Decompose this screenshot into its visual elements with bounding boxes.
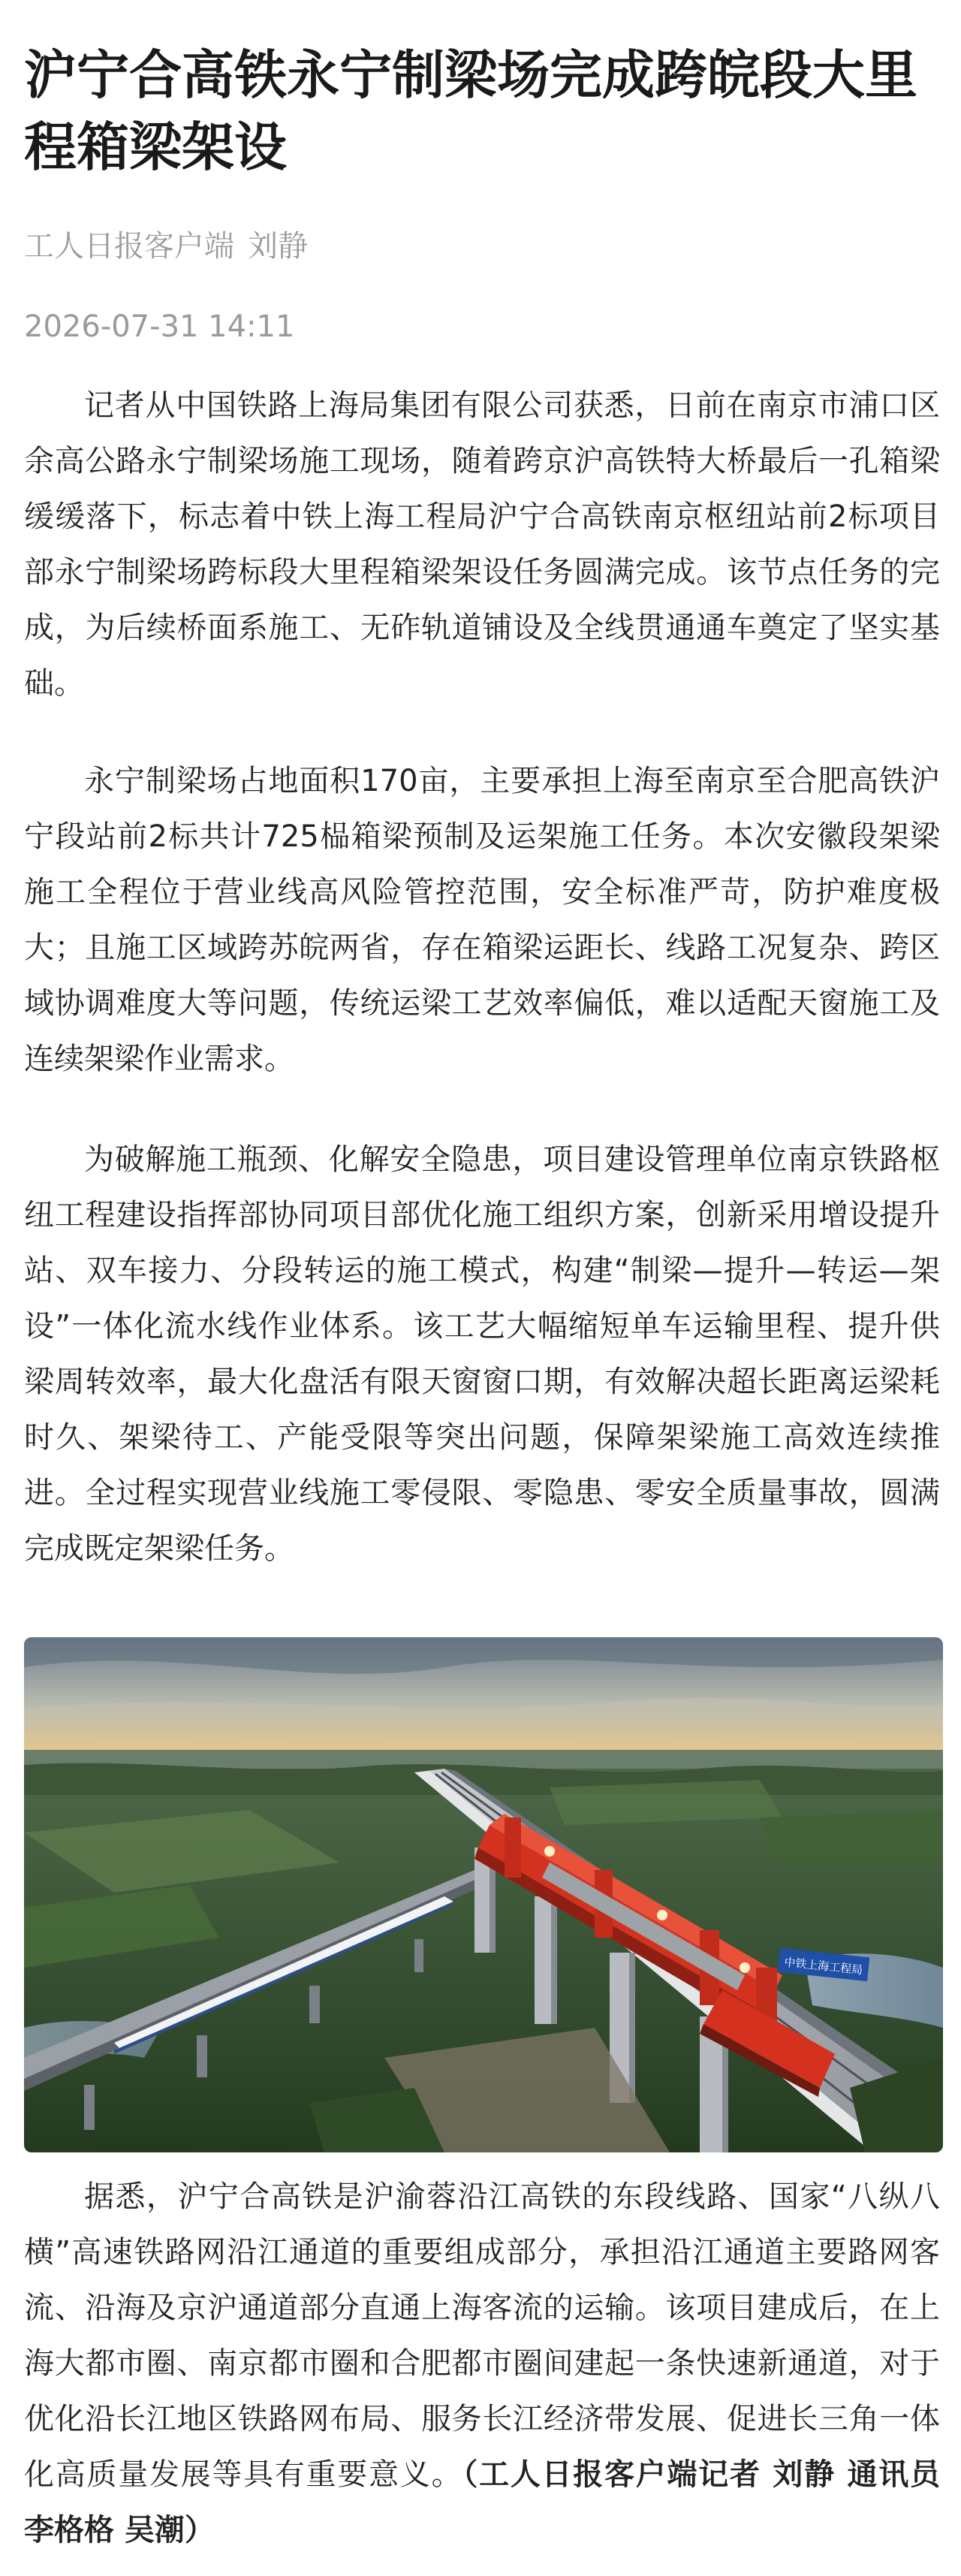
machine-sign-text: 中铁上海工程局 [783,1955,863,1977]
article-source-line [24,228,308,265]
aerial-bridge-construction-photo [24,1637,943,2152]
article-paragraph: 永宁制梁场占地面积170亩，主要承担上海至南京至合肥高铁沪宁段站前2标共计725榀箱梁预制及运架施工任务。本次安徽段架梁施工全程位于营业线高风险管控范围，安全标准严苛，防护难度极大；且施工区域跨苏皖两省，存在箱梁运距长、线路工况复杂、跨区域协调难度大等问题，传统运梁工艺效率偏低，难以适配天窗施工及连续架梁作业需求。 [24,764,940,1076]
article-date: 2026-07-31 14:11 [24,309,295,344]
article-paragraph: 记者从中国铁路上海局集团有限公司获悉，日前在南京市浦口区余高公路永宁制梁场施工现场，随着跨京沪高铁特大桥最后一孔箱梁缓缓落下，标志着中铁上海工程局沪宁合高铁南京枢纽站前2标项目部永宁制梁场跨标段大里程箱梁架设任务圆满完成。该节点任务的完成，为后续桥面系施工、无砟轨道铺设及全线贯通通车奠定了坚实基础。 [24,388,940,701]
article-paragraph [24,2169,940,2558]
article-photo [24,1637,943,2152]
closing-credit: （工人日报客户端记者 刘静 通讯员 李格格 吴潮） [24,2457,941,2547]
article-source: 工人日报客户端 [24,229,234,264]
article-author: 刘静 [248,229,308,264]
article-paragraph: 为破解施工瓶颈、化解安全隐患，项目建设管理单位南京铁路枢纽工程建设指挥部协同项目部优化施工组织方案，创新采用增设提升站、双车接力、分段转运的施工模式，构建“制梁—提升—转运—架设”一体化流水线作业体系。该工艺大幅缩短单车运输里程、提升供梁周转效率，最大化盘活有限天窗窗口期，有效解决超长距离运梁耗时久、架梁待工、产能受限等突出问题，保障架梁施工高效连续推进。全过程实现营业线施工零侵限、零隐患、零安全质量事故，圆满完成既定架梁任务。 [24,1142,940,1566]
article-paragraph-text: 据悉，沪宁合高铁是沪渝蓉沿江高铁的东段线路、国家“八纵八横”高速铁路网沿江通道的重要组成部分，承担沿江通道主要路网客流、沿海及京沪通道部分直通上海客流的运输。该项目建成后，在上海大都市圈、南京都市圈和合肥都市圈间建起一条快速新通道，对于优化沿长江地区铁路网布局、服务长江经济带发展、促进长三角一体化高质量发展等具有重要意义。 [24,2179,940,2492]
article-title: 沪宁合高铁永宁制梁场完成跨皖段大里程箱梁架设 [24,44,917,178]
